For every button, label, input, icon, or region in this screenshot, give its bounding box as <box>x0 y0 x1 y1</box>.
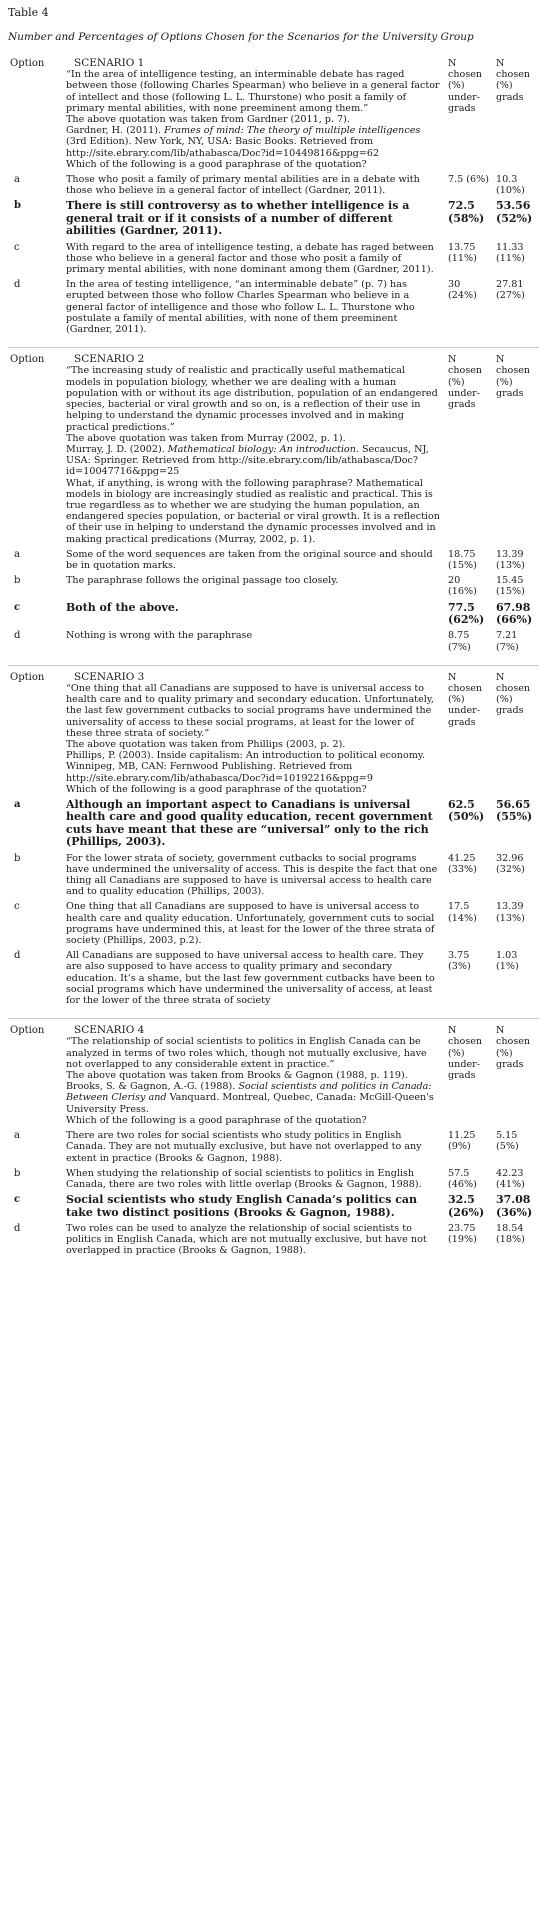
option-text: For the lower strata of society, government cutbacks to social programs have undermined the universality of access. This is despite the fact that one thing all Canadians are supposed to have is universal access to health care and to quality education (Phillips, 2003). <box>66 852 438 898</box>
option-letter: c <box>14 1194 21 1206</box>
option-letter: c <box>14 901 20 913</box>
grads-column-header: N chosen (%) grads <box>496 354 531 399</box>
grads-value: 53.56 (52%) <box>496 199 533 225</box>
scenario-4-source-intro: The above quotation was taken from Brooks & Gagnon (1988, p. 119). Brooks, S. & Gagnon, A.-G. (1988). <box>66 1070 408 1093</box>
grads-value: 10.3 (10%) <box>496 174 525 197</box>
scenario-1-ref-title: Frames of mind: The theory of multiple intelligences <box>164 125 421 137</box>
scenario-divider <box>8 655 539 666</box>
undergrads-value: 17.5 (14%) <box>448 901 477 924</box>
undergrads-value: 62.5 (50%) <box>448 798 485 824</box>
grads-column-header: N chosen (%) grads <box>496 1025 531 1070</box>
grads-value: 18.54 (18%) <box>496 1222 525 1246</box>
table-row <box>8 172 539 198</box>
scenario-2-source-intro: The above quotation was taken from Murray (2002, p. 1). <box>66 432 346 444</box>
grads-value: 42.23 (41%) <box>496 1167 525 1190</box>
grads-value: 56.65 (55%) <box>496 798 533 824</box>
grads-value: 37.08 (36%) <box>496 1193 533 1219</box>
option-text: There are two roles for social scientists who study politics in English Canada. They are not mutually exclusive, but have not overlapped to any extent in practice (Brooks & Gagnon, 1988). <box>66 1130 422 1164</box>
option-text: Some of the word sequences are taken from the original source and should be in quotation marks. <box>66 548 433 571</box>
scenario-4-title: SCENARIO 4 <box>74 1024 145 1037</box>
scenario-2-header-row <box>8 348 539 547</box>
option-letter: d <box>14 950 21 962</box>
scenario-4-ref-title: Social scientists and politics in Canada: Between Clerisy and <box>66 1081 432 1104</box>
option-text: Although an important aspect to Canadians is universal health care and good quality education, recent government cuts have meant that these are “universal” only to the rich (Phillips, 2003). <box>66 798 433 849</box>
undergrads-value: 11.25 (9%) <box>448 1130 476 1153</box>
undergrads-value: 8.75 (7%) <box>448 630 471 653</box>
scenario-1-source-intro: The above quotation was taken from Gardner (2011, p. 7). <box>66 114 350 126</box>
table-row <box>8 573 539 599</box>
scenario-3-prompt <box>64 665 444 797</box>
grads-value: 5.15 (5%) <box>496 1130 519 1153</box>
undergrads-value: 32.5 (26%) <box>448 1193 485 1219</box>
undergrads-value: 20 (16%) <box>448 575 477 598</box>
scenario-3-title: SCENARIO 3 <box>74 670 145 683</box>
option-letter: a <box>14 548 20 560</box>
option-letter: a <box>14 174 20 186</box>
undergrads-column-header: N chosen (%) under-grads <box>448 58 483 114</box>
results-table <box>8 52 539 1259</box>
scenario-2-quote: “The increasing study of realistic and practically useful mathematical models in population biology, whether we are dealing with a human population with or without its age distribution, population of an endangered species, bacterial or viral growth and so on, is a reflection of their use in helping to understand the dynamic processes involved and in making practical predictions.” <box>66 365 438 433</box>
option-letter: b <box>14 575 21 587</box>
scenario-3-source-intro: The above quotation was taken from Phillips (2003, p. 2). <box>66 738 346 750</box>
scenario-4-ref-post: Vanquard. Montreal, Quebec, Canada: McGill-Queen's University Press. <box>66 1092 434 1115</box>
table-row <box>8 628 539 654</box>
scenario-2-ref-pre: Murray, J. D. (2002). <box>66 443 168 455</box>
table-label: Table 4 <box>8 6 49 19</box>
option-column-header: Option <box>10 1025 45 1037</box>
option-text: With regard to the area of intelligence testing, a debate has raged between those who believe in a general factor and those who posit a family of primary mental abilities, with none dominant among them (Gardner, 2011). <box>66 241 434 276</box>
scenario-3-reference: Phillips, P. (2003). Inside capitalism: An introduction to political economy. Winnipeg, MB, CAN: Fernwood Publishing. Retrieved from http://site.ebrary.com/lib/athabasca/Doc?id=10192216&ppg=9 <box>66 750 426 784</box>
option-text: Nothing is wrong with the paraphrase <box>66 630 253 642</box>
option-text: Social scientists who study English Canada’s politics can take two distinct positions (Brooks & Gagnon, 1988). <box>66 1193 418 1219</box>
scenario-3-question: Which of the following is a good paraphrase of the quotation? <box>66 783 367 795</box>
option-letter: a <box>14 1130 20 1142</box>
table-row <box>8 1128 539 1166</box>
option-text: The paraphrase follows the original passage too closely. <box>66 575 339 587</box>
scenario-4-question: Which of the following is a good paraphrase of the quotation? <box>66 1114 367 1126</box>
option-column-header: Option <box>10 671 45 683</box>
option-letter: b <box>14 200 21 212</box>
scenario-2-question: What, if anything, is wrong with the following paraphrase? Mathematical models in biology are increasingly studied as realistic and practical. This is true regardless as to whether we are studying the human population, an endangered species population, or bacterial or viral growth. It is a reflection of their use in helping to understand the dynamic processes involved and in making practical predications (Murray, 2002, p. 1). <box>66 477 440 545</box>
table-row <box>8 277 539 337</box>
scenario-2-title: SCENARIO 2 <box>74 353 145 366</box>
option-text: Those who posit a family of primary mental abilities are in a debate with those who believe in a general factor of intellect (Gardner, 2011). <box>66 174 420 197</box>
option-letter: b <box>14 1167 21 1179</box>
scenario-3-header-row <box>8 665 539 797</box>
undergrads-value: 41.25 (33%) <box>448 852 477 875</box>
undergrads-column-header: N chosen (%) under-grads <box>448 1025 483 1082</box>
undergrads-value: 57.5 (46%) <box>448 1167 477 1190</box>
scenario-1-prompt <box>64 52 444 172</box>
scenario-2-prompt <box>64 348 444 547</box>
grads-value: 7.21 (7%) <box>496 630 519 653</box>
grads-value: 67.98 (66%) <box>496 600 533 626</box>
table-row <box>8 547 539 573</box>
scenario-4-quote: “The relationship of social scientists to politics in English Canada can be analyzed in terms of two roles which, though not mutually exclusive, have not overlapped to any considerable extent in practice.” <box>66 1036 427 1070</box>
undergrads-value: 3.75 (3%) <box>448 950 471 973</box>
grads-value: 1.03 (1%) <box>496 950 519 973</box>
table-row <box>8 851 539 900</box>
undergrads-column-header: N chosen (%) under-grads <box>448 671 483 728</box>
scenario-4-prompt <box>64 1019 444 1128</box>
option-text: All Canadians are supposed to have universal access to health care. They are also supposed to have access to quality primary and secondary education. It’s a shame, but the last few government cutbacks have been to social programs which have undermined the universality of access, at least for the lower of the three strata of society <box>66 950 435 1007</box>
scenario-1-question: Which of the following is a good paraphrase of the quotation? <box>66 158 367 170</box>
grads-value: 13.39 (13%) <box>496 548 525 571</box>
table-row-correct <box>8 600 539 629</box>
scenario-1-title: SCENARIO 1 <box>74 57 145 69</box>
scenario-2-reference <box>66 444 442 478</box>
scenario-3-quote: “One thing that all Canadians are supposed to have is universal access to health care and to quality primary and secondary education. Unfortunately, the last few government cutbacks to social programs have undermined the universality of access to these social programs, at least for the lower of these three strata of society.” <box>66 682 434 739</box>
scenario-2-ref-post: . Secaucus, NJ, USA: Springer. Retrieved from http://site.ebrary.com/lib/athabasca/Doc?id=10047716&ppg=25 <box>66 443 429 478</box>
option-text: In the area of testing intelligence, “an interminable debate” (p. 7) has erupted between those who follow Charles Spearman who believe in a general factor of intelligence and those who follow L. L. Thurstone who postulate a family of mental abilities, with none of them preeminent (Gardner, 2011). <box>66 279 415 336</box>
option-text: Two roles can be used to analyze the relationship of social scientists to politics in English Canada, which are not mutually exclusive, but have not overlapped in practice (Brooks & Gagnon, 1988). <box>66 1222 427 1257</box>
option-letter: d <box>14 630 21 642</box>
undergrads-value: 77.5 (62%) <box>448 600 485 626</box>
grads-column-header: N chosen (%) grads <box>496 58 531 103</box>
option-letter: b <box>14 852 21 864</box>
grads-value: 32.96 (32%) <box>496 852 525 875</box>
undergrads-value: 13.75 (11%) <box>448 241 477 264</box>
option-letter: d <box>14 1222 21 1234</box>
table-row <box>8 1221 539 1259</box>
scenario-1-quote: “In the area of intelligence testing, an interminable debate has raged between those (following Charles Spearman) who believe in a general factor of intellect and those (following L. L. Thurstone) who posit a family of primary mental abilities, with none preeminent among them.” <box>66 69 440 114</box>
scenario-divider <box>8 337 539 348</box>
scenario-1-reference <box>66 125 442 159</box>
option-letter: c <box>14 601 21 613</box>
grads-value: 11.33 (11%) <box>496 241 525 264</box>
table-row-correct <box>8 198 539 239</box>
undergrads-value: 72.5 (58%) <box>448 199 485 225</box>
table-row <box>8 948 539 1008</box>
option-letter: a <box>14 799 21 810</box>
undergrads-column-header: N chosen (%) under-grads <box>448 354 483 411</box>
option-text: Both of the above. <box>66 600 179 614</box>
grads-column-header: N chosen (%) grads <box>496 671 531 717</box>
scenario-4-header-row <box>8 1019 539 1128</box>
grads-value: 15.45 (15%) <box>496 575 525 598</box>
scenario-1-ref-post: (3rd Edition). New York, NY, USA: Basic Books. Retrieved from http://site.ebrary.com/lib/athabasca/Doc?id=10449816&ppg=62 <box>66 136 380 159</box>
option-text: One thing that all Canadians are supposed to have is universal access to health care and quality education. Unfortunately, government cuts to social programs have undermined this, at least for the lower of the three strata of society (Phillips, 2003, p.2). <box>66 901 435 947</box>
undergrads-value: 30 (24%) <box>448 279 477 302</box>
table-row-correct <box>8 1192 539 1221</box>
scenario-divider <box>8 1008 539 1019</box>
undergrads-value: 7.5 (6%) <box>448 174 490 186</box>
grads-value: 13.39 (13%) <box>496 901 525 924</box>
table-row <box>8 1166 539 1192</box>
option-letter: d <box>14 279 21 291</box>
scenario-1-ref-pre: Gardner, H. (2011). <box>66 125 165 137</box>
undergrads-value: 23.75 (19%) <box>448 1222 477 1246</box>
option-letter: c <box>14 241 20 253</box>
table-title: Number and Percentages of Options Chosen for the Scenarios for the University Group <box>8 31 474 43</box>
table-row <box>8 240 539 278</box>
table-row-correct <box>8 797 539 851</box>
undergrads-value: 18.75 (15%) <box>448 548 477 571</box>
option-text: There is still controversy as to whether intelligence is a general trait or if it consists of a number of different abilities (Gardner, 2011). <box>66 199 410 238</box>
grads-value: 27.81 (27%) <box>496 279 525 302</box>
option-text: When studying the relationship of social scientists to politics in English Canada, there are two roles with little overlap (Brooks & Gagnon, 1988). <box>66 1167 422 1190</box>
option-column-header: Option <box>10 354 45 366</box>
scenario-1-header-row <box>8 52 539 172</box>
scenario-2-ref-title: Mathematical biology: An introduction <box>167 443 356 455</box>
scenario-4-reference <box>66 1070 442 1115</box>
option-column-header: Option <box>10 58 45 69</box>
table-row <box>8 899 539 948</box>
